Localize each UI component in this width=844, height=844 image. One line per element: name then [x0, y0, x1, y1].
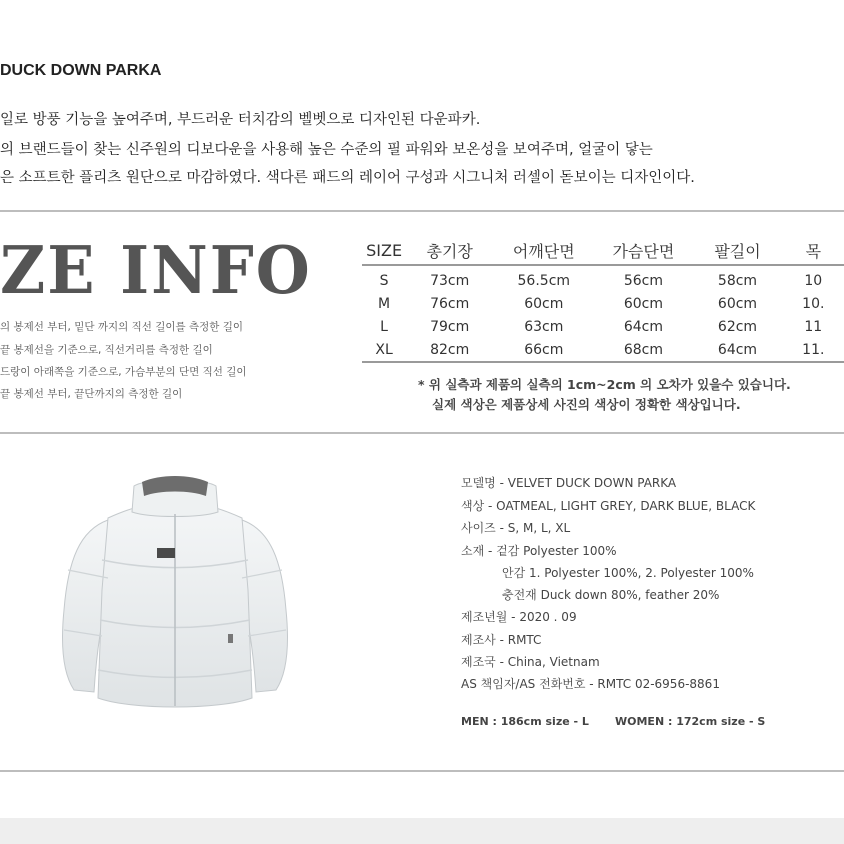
cell-size: S	[379, 272, 389, 289]
cell-chest: 68cm	[594, 338, 692, 362]
size-table-header	[362, 236, 844, 265]
cell-sleeve: 58cm	[717, 272, 758, 289]
header-neck: 목	[783, 236, 844, 265]
cell-sleeve: 64cm	[692, 338, 782, 362]
description-line-3: 은 소프트한 플리츠 원단으로 마감하였다. 색다른 패드의 레이어 구성과 시그니처 러셀이 돋보이는 디자인이다.	[0, 170, 695, 186]
cell-shoulder: 66cm	[493, 338, 594, 362]
description-line-2: 의 브랜드들이 찾는 신주원의 디보다운을 사용해 높은 수준의 필 파워와 보온성을 보여주며, 얼굴이 닿는	[0, 142, 653, 158]
size-note-3: 드랑이 아래쪽을 기준으로, 가슴부분의 단면 직선 길이	[0, 366, 247, 378]
header-sleeve: 팔길이	[692, 236, 782, 265]
spec-material-fill: 충전재 Duck down 80%, feather 20%	[502, 588, 720, 602]
cell-shoulder: 63cm	[524, 318, 564, 335]
footer-band	[0, 818, 844, 844]
header-size: SIZE	[362, 236, 406, 265]
measurement-warning-2: 실제 색상은 제품상세 사진의 색상이 정확한 색상입니다.	[432, 397, 741, 412]
size-table	[362, 236, 844, 363]
cell-neck: 10.	[802, 295, 825, 312]
divider-middle	[0, 432, 844, 434]
spec-model: 모델명 - VELVET DUCK DOWN PARKA	[461, 476, 677, 490]
table-row	[362, 292, 844, 315]
divider-bottom	[0, 770, 844, 772]
cell-sleeve: 62cm	[717, 318, 758, 335]
divider-top	[0, 210, 844, 212]
cell-chest: 60cm	[623, 295, 663, 312]
header-chest: 가슴단면	[594, 236, 692, 265]
model-men: MEN : 186cm size - L	[461, 715, 589, 728]
size-note-4: 끝 봉제선 부터, 끝단까지의 측정한 길이	[0, 388, 183, 400]
table-row	[362, 338, 844, 362]
spec-as-contact: AS 책임자/AS 전화번호 - RMTC 02-6956-8861	[461, 677, 720, 691]
cell-size: L	[380, 318, 388, 335]
cell-sleeve: 60cm	[717, 295, 758, 312]
spec-manufacturer: 제조사 - RMTC	[461, 633, 542, 647]
cell-shoulder: 56.5cm	[517, 272, 571, 289]
spec-material-lining: 안감 1. Polyester 100%, 2. Polyester 100%	[502, 566, 754, 580]
model-women: WOMEN : 172cm size - S	[615, 715, 766, 728]
description-line-1: 일로 방풍 기능을 높여주며, 부드러운 터치감의 벨벳으로 디자인된 다운파카.	[0, 112, 481, 128]
cell-neck: 10	[804, 272, 823, 289]
cell-total-length: 79cm	[430, 318, 470, 335]
cell-total-length: 76cm	[430, 295, 470, 312]
header-shoulder: 어깨단면	[493, 236, 594, 265]
spec-country: 제조국 - China, Vietnam	[461, 655, 600, 669]
table-row	[362, 265, 844, 292]
spec-material-outer: 소재 - 겉감 Polyester 100%	[461, 544, 617, 558]
cell-chest: 64cm	[623, 318, 663, 335]
size-info-title: ZE INFO	[0, 232, 312, 309]
cell-size: XL	[362, 338, 406, 362]
product-title: DUCK DOWN PARKA	[0, 62, 162, 79]
cell-size: M	[378, 295, 391, 312]
size-note-1: 의 봉제선 부터, 밑단 까지의 직선 길이를 측정한 길이	[0, 321, 244, 333]
measurement-warning-1: * 위 실측과 제품의 실측의 1cm~2cm 의 오차가 있을수 있습니다.	[418, 377, 791, 392]
cell-neck: 11.	[783, 338, 844, 362]
table-row	[362, 315, 844, 338]
spec-manufacture-date: 제조년월 - 2020 . 09	[461, 610, 577, 624]
spec-color: 색상 - OATMEAL, LIGHT GREY, DARK BLUE, BLACK	[461, 499, 756, 513]
cell-total-length: 73cm	[430, 272, 470, 289]
header-total-length: 총기장	[406, 236, 493, 265]
spec-sizes: 사이즈 - S, M, L, XL	[461, 521, 571, 535]
product-image	[50, 470, 300, 730]
cell-shoulder: 60cm	[524, 295, 564, 312]
size-note-2: 끝 봉제선을 기준으로, 직선거리를 측정한 길이	[0, 344, 213, 356]
cell-chest: 56cm	[623, 272, 663, 289]
cell-total-length: 82cm	[406, 338, 493, 362]
cell-neck: 11	[804, 318, 823, 335]
